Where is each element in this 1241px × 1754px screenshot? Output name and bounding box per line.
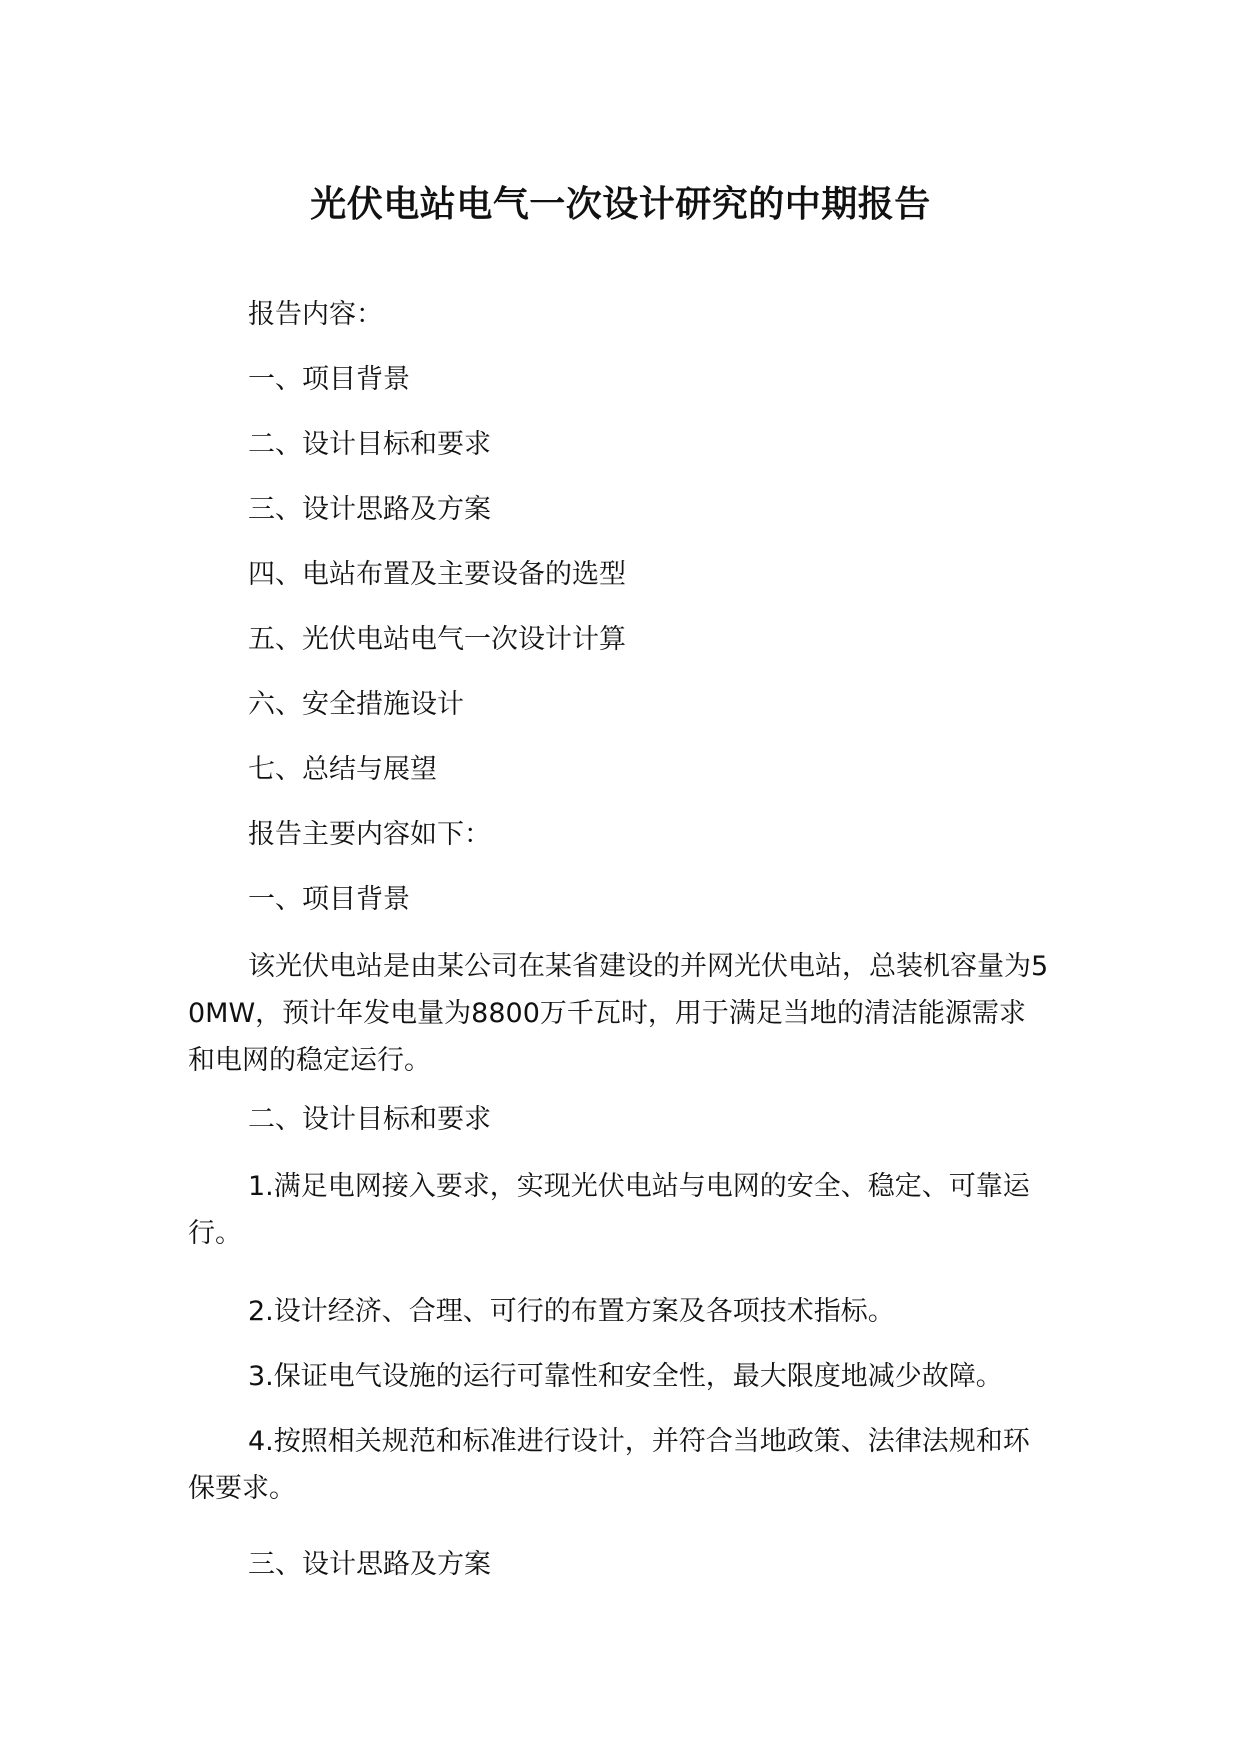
section1-body: 该光伏电站是由某公司在某省建设的并网光伏电站，总装机容量为50MW，预计年发电量为8800万千瓦时，用于满足当地的清洁能源需求和电网的稳定运行。 (188, 951, 1049, 1076)
section2-heading: 二、设计目标和要求 (248, 1104, 491, 1135)
section2-item-2: 2.设计经济、合理、可行的布置方案及各项技术指标。 (248, 1296, 895, 1327)
section3-heading: 三、设计思路及方案 (248, 1549, 491, 1580)
section1-heading: 一、项目背景 (248, 884, 410, 915)
document-title: 光伏电站电气一次设计研究的中期报告 (310, 184, 931, 225)
toc-item-3: 三、设计思路及方案 (248, 494, 491, 525)
toc-heading: 报告内容： (248, 299, 383, 330)
toc-item-1: 一、项目背景 (248, 364, 410, 395)
section2-item-3: 3.保证电气设施的运行可靠性和安全性，最大限度地减少故障。 (248, 1361, 1003, 1392)
toc-item-5: 五、光伏电站电气一次设计计算 (248, 624, 626, 655)
toc-item-2: 二、设计目标和要求 (248, 429, 491, 460)
toc-item-7: 七、总结与展望 (248, 754, 437, 785)
toc-item-6: 六、安全措施设计 (248, 689, 464, 720)
section2-item-4: 4.按照相关规范和标准进行设计，并符合当地政策、法律法规和环保要求。 (188, 1426, 1030, 1504)
section2-item-1: 1.满足电网接入要求，实现光伏电站与电网的安全、稳定、可靠运行。 (188, 1171, 1030, 1249)
main-heading: 报告主要内容如下： (248, 819, 491, 850)
toc-item-4: 四、电站布置及主要设备的选型 (248, 559, 626, 590)
